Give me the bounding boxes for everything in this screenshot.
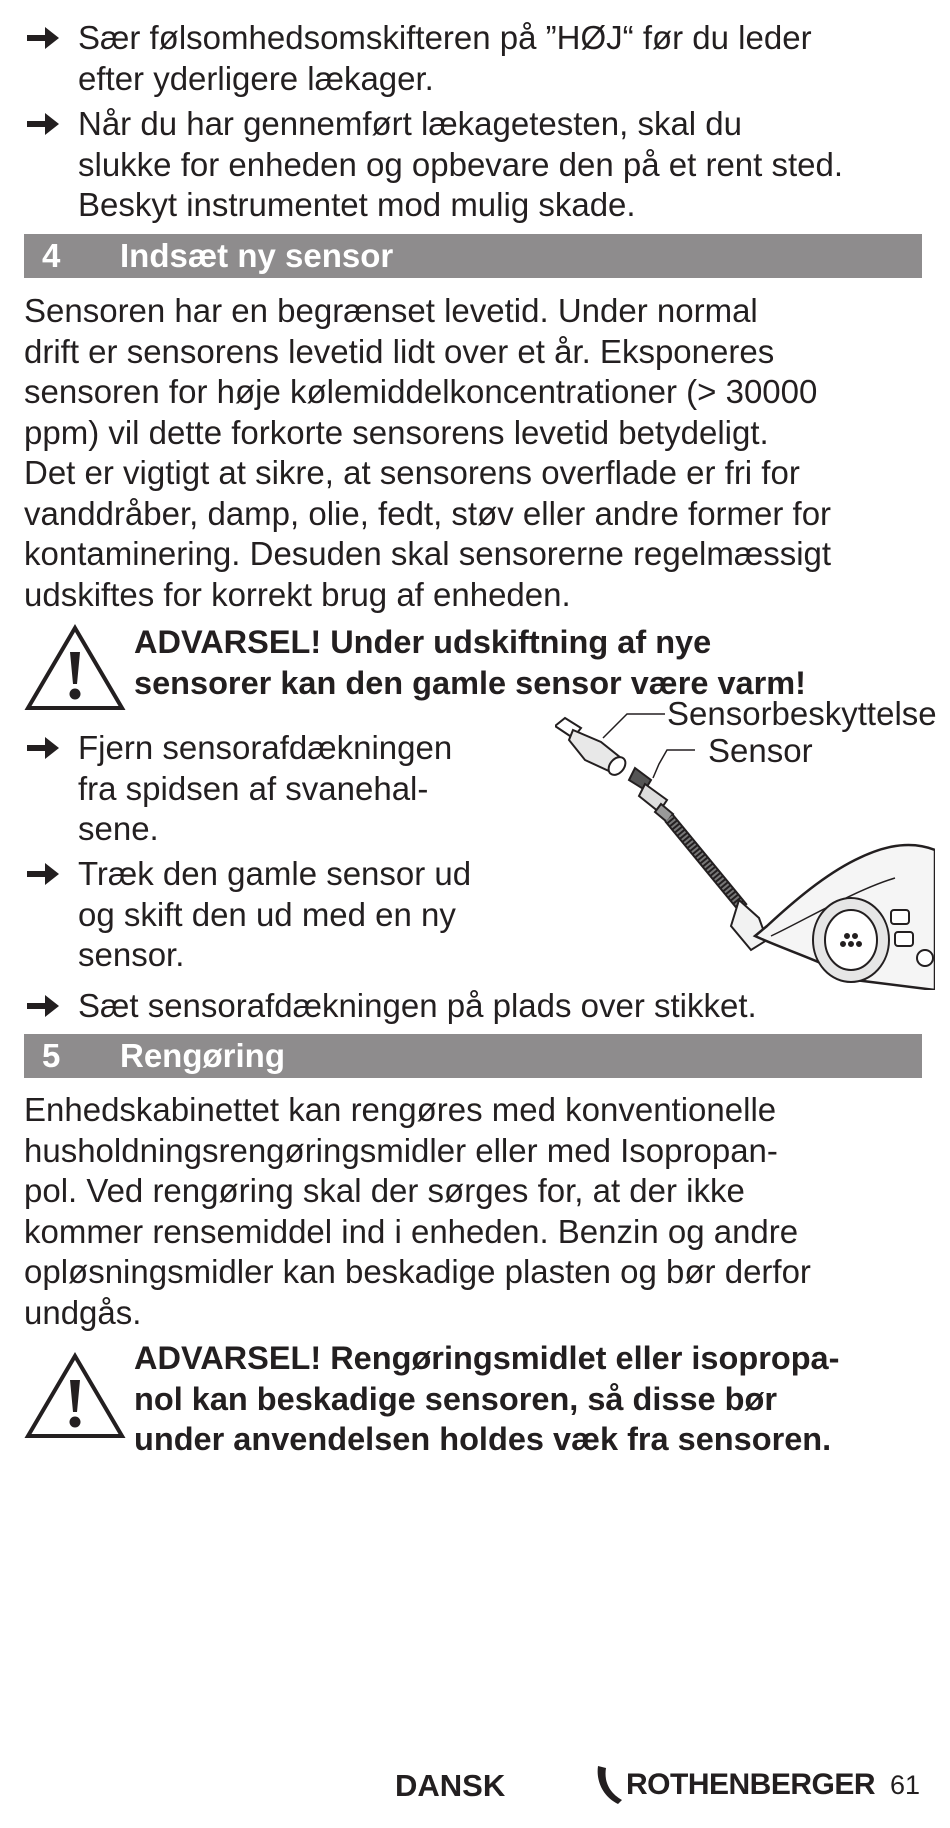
figure-label-protector: Sensorbeskyttelse xyxy=(667,695,937,732)
section-header-4 xyxy=(24,234,922,278)
paragraph-line: Det er vigtigt at sikre, at sensorens overflade er fri for xyxy=(24,454,800,491)
paragraph-line: udskiftes for korrekt brug af enheden. xyxy=(24,575,571,613)
paragraph-line: Enhedskabinettet kan rengøres med konventionelle xyxy=(24,1091,777,1128)
bullet-line: Sær følsomhedsomskifteren på ”HØJ“ før du leder xyxy=(78,19,812,56)
paragraph-line: ppm) vil dette forkorte sensorens levetid betydeligt. xyxy=(24,413,769,451)
warning-triangle-icon xyxy=(24,1352,126,1440)
paragraph-line: husholdningsrengøringsmidler eller med Isopropan- xyxy=(24,1131,778,1169)
paragraph-line: opløsningsmidler kan beskadige plasten og bør derfor xyxy=(24,1253,811,1290)
warning-line: nol kan beskadige sensoren, så disse bør xyxy=(134,1380,778,1417)
bullet-line: sensor. xyxy=(78,936,185,973)
bullet-line: efter yderligere lækager. xyxy=(78,59,434,97)
bullet-line: slukke for enheden og opbevare den på et rent sted. xyxy=(78,145,844,183)
bullet-line: sene. xyxy=(78,810,159,847)
section-header-5 xyxy=(24,1034,922,1078)
bullet-line: fra spidsen af svanehal- xyxy=(78,769,429,807)
bullet-item xyxy=(25,18,945,99)
paragraph-line: drift er sensorens levetid lidt over et år. Eksponeres xyxy=(24,332,775,370)
section-title: Indsæt ny sensor xyxy=(120,237,394,274)
section-title: Rengøring xyxy=(120,1037,285,1074)
paragraph-line: kommer rensemiddel ind i enheden. Benzin og andre xyxy=(24,1212,799,1250)
bullet-line: Beskyt instrumentet mod mulig skade. xyxy=(78,186,636,223)
section5-paragraph xyxy=(24,1090,811,1333)
warning-line: sensorer kan den gamle sensor være varm! xyxy=(134,664,806,701)
bullet-line: Sæt sensorafdækningen på plads over stikket. xyxy=(78,987,757,1024)
paragraph-line: Sensoren har en begrænset levetid. Under normal xyxy=(24,292,758,329)
arrow-right-icon xyxy=(25,25,61,51)
bullet-item xyxy=(25,728,525,850)
warning-line: ADVARSEL! Under udskiftning af nye xyxy=(134,624,712,660)
sensor-protector-drawing xyxy=(555,718,629,778)
paragraph-line: vanddråber, damp, olie, fedt, støv eller andre former for xyxy=(24,494,832,532)
paragraph-line: pol. Ved rengøring skal der sørges for, at der ikke xyxy=(24,1172,745,1209)
bullet-line: Træk den gamle sensor ud xyxy=(78,855,472,892)
brand-name: ROTHENBERGER xyxy=(626,1768,876,1801)
sensor-figure xyxy=(555,695,937,990)
warning-line: ADVARSEL! Rengøringsmidlet eller isopropa- xyxy=(134,1340,840,1376)
arrow-right-icon xyxy=(25,735,61,761)
warning-line: under anvendelsen holdes væk fra sensoren. xyxy=(134,1421,832,1457)
warning-block xyxy=(24,1338,924,1460)
bullet-line: og skift den ud med en ny xyxy=(78,895,456,933)
figure-label-sensor: Sensor xyxy=(708,732,813,769)
warning-block xyxy=(24,622,924,703)
paragraph-line: undgås. xyxy=(24,1293,142,1331)
bullet-item xyxy=(25,854,525,976)
brand-logo xyxy=(592,1762,876,1810)
footer-language: DANSK xyxy=(395,1768,506,1803)
bullet-line: Når du har gennemført lækagetesten, skal du xyxy=(78,105,743,142)
bullet-item xyxy=(25,986,945,1027)
arrow-right-icon xyxy=(25,861,61,887)
paragraph-line: kontaminering. Desuden skal sensorerne regelmæssigt xyxy=(24,535,832,572)
arrow-right-icon xyxy=(25,993,61,1019)
page-number: 61 xyxy=(890,1770,921,1800)
arrow-right-icon xyxy=(25,111,61,137)
bullet-line: Fjern sensorafdækningen xyxy=(78,729,453,766)
section-number: 5 xyxy=(42,1037,61,1074)
sensor-head-drawing xyxy=(629,768,673,822)
warning-triangle-icon xyxy=(24,624,126,712)
section-number: 4 xyxy=(42,237,61,274)
bullet-item xyxy=(25,104,945,226)
paragraph-line: sensoren for høje kølemiddelkoncentrationer (> 30000 xyxy=(24,373,818,410)
section4-paragraph xyxy=(24,291,831,615)
